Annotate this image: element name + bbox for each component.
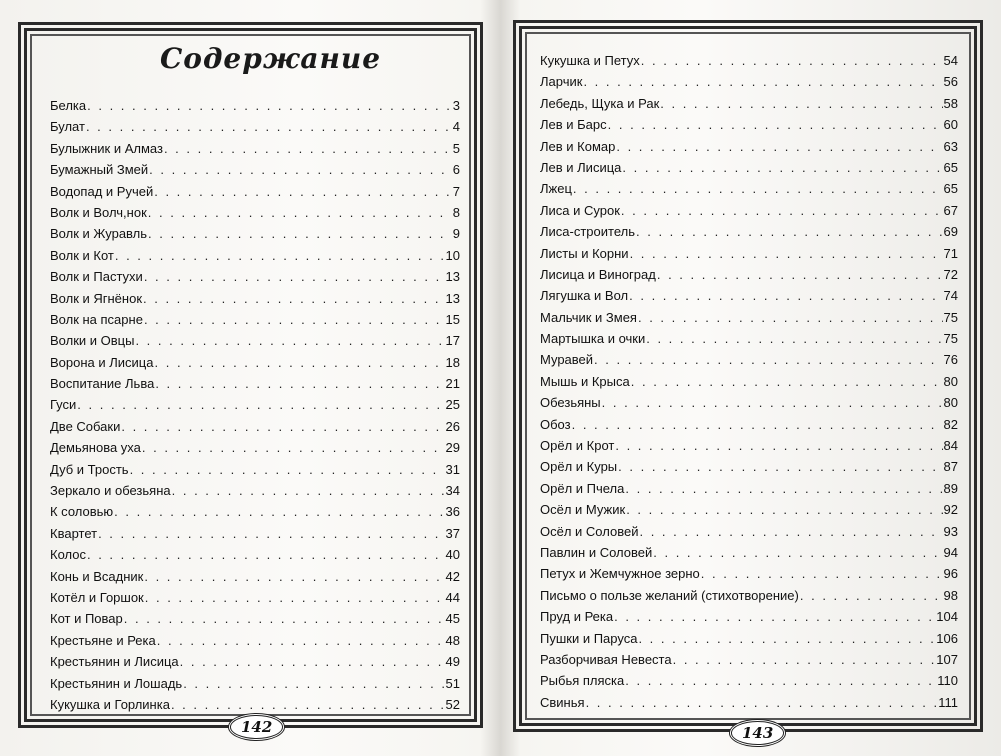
toc-entry bbox=[540, 178, 958, 199]
toc-entry bbox=[50, 544, 460, 565]
dot-leader bbox=[625, 478, 942, 499]
toc-entry-page: 13 bbox=[445, 269, 460, 285]
dot-leader bbox=[639, 521, 942, 542]
toc-entry-page: 92 bbox=[943, 502, 958, 518]
toc-entry-page: 82 bbox=[943, 416, 958, 432]
toc-entry bbox=[540, 414, 958, 435]
toc-entry-page: 48 bbox=[445, 632, 460, 648]
toc-entry-page: 76 bbox=[943, 352, 958, 368]
dot-leader bbox=[638, 628, 935, 649]
toc-entry-title: Орёл и Пчела bbox=[540, 480, 625, 496]
toc-entry-title: Бумажный Змей bbox=[50, 162, 149, 178]
toc-entry bbox=[50, 373, 460, 394]
toc-entry-title: Воспитание Льва bbox=[50, 376, 155, 392]
toc-entry-title: Две Собаки bbox=[50, 418, 121, 434]
dot-leader bbox=[148, 223, 452, 244]
toc-entry bbox=[540, 136, 958, 157]
toc-entry-page: 18 bbox=[445, 354, 460, 370]
dot-leader bbox=[121, 416, 444, 437]
toc-entry-page: 60 bbox=[943, 117, 958, 133]
dot-leader bbox=[87, 95, 452, 116]
toc-entry bbox=[540, 435, 958, 456]
dot-leader bbox=[145, 587, 445, 608]
dot-leader bbox=[614, 606, 935, 627]
toc-entry-title: Пруд и Река bbox=[540, 609, 614, 625]
dot-leader bbox=[586, 692, 938, 713]
toc-entry-title: Лжец bbox=[540, 181, 572, 197]
toc-entry bbox=[50, 330, 460, 351]
toc-entry-title: Лев и Комар bbox=[540, 138, 616, 154]
toc-entry-title: Волк и Пастухи bbox=[50, 269, 143, 285]
dot-leader bbox=[143, 288, 445, 309]
dot-leader bbox=[572, 414, 943, 435]
toc-entry-page: 107 bbox=[936, 651, 958, 667]
toc-entry-page: 49 bbox=[445, 654, 460, 670]
toc-entry-title: Кукушка и Петух bbox=[540, 52, 640, 68]
toc-entry-page: 71 bbox=[943, 245, 958, 261]
toc-entry-page: 111 bbox=[938, 694, 958, 710]
toc-entry-title: Лебедь, Щука и Рак bbox=[540, 95, 660, 111]
toc-entry-page: 17 bbox=[445, 333, 460, 349]
toc-entry bbox=[50, 181, 460, 202]
dot-leader bbox=[631, 371, 943, 392]
toc-entry bbox=[540, 585, 958, 606]
toc-entry-title: Павлин и Соловей bbox=[540, 544, 653, 560]
toc-entry bbox=[540, 307, 958, 328]
toc-entry-title: Волк и Ягнёнок bbox=[50, 290, 143, 306]
toc-entry-page: 65 bbox=[943, 181, 958, 197]
toc-entry-page: 58 bbox=[943, 95, 958, 111]
toc-entry-page: 80 bbox=[943, 395, 958, 411]
toc-entry bbox=[50, 223, 460, 244]
toc-entry-title: Гуси bbox=[50, 397, 77, 413]
toc-entry bbox=[540, 200, 958, 221]
toc-entry bbox=[540, 628, 958, 649]
toc-entry bbox=[50, 673, 460, 694]
toc-entry bbox=[540, 221, 958, 242]
toc-entry bbox=[50, 95, 460, 116]
toc-entry-title: Мартышка и очки bbox=[540, 331, 646, 347]
toc-entry-title: Письмо о пользе желаний (стихотворение) bbox=[540, 587, 799, 603]
toc-entry-page: 21 bbox=[445, 376, 460, 392]
toc-entry-title: Лев и Барс bbox=[540, 117, 607, 133]
toc-list-right bbox=[540, 50, 958, 713]
toc-entry bbox=[540, 243, 958, 264]
toc-entry-page: 110 bbox=[937, 673, 958, 689]
toc-entry-page: 42 bbox=[445, 568, 460, 584]
toc-entry-page: 40 bbox=[445, 547, 460, 563]
toc-entry bbox=[50, 266, 460, 287]
toc-entry bbox=[540, 349, 958, 370]
toc-entry bbox=[540, 649, 958, 670]
toc-entry-title: Лягушка и Вол bbox=[540, 288, 629, 304]
dot-leader bbox=[636, 221, 943, 242]
toc-entry bbox=[50, 480, 460, 501]
toc-entry-page: 31 bbox=[445, 461, 460, 477]
dot-leader bbox=[626, 499, 942, 520]
page-number: 142 bbox=[228, 713, 285, 741]
toc-entry bbox=[540, 606, 958, 627]
toc-entry-page: 44 bbox=[445, 589, 460, 605]
dot-leader bbox=[135, 330, 444, 351]
toc-entry-title: Квартет bbox=[50, 525, 98, 541]
toc-entry bbox=[540, 371, 958, 392]
dot-leader bbox=[148, 202, 452, 223]
dot-leader bbox=[142, 437, 445, 458]
toc-entry bbox=[540, 521, 958, 542]
toc-entry bbox=[540, 71, 958, 92]
toc-entry-page: 29 bbox=[445, 440, 460, 456]
toc-entry-title: Осёл и Соловей bbox=[540, 523, 639, 539]
toc-entry-page: 8 bbox=[452, 204, 460, 220]
toc-entry bbox=[50, 566, 460, 587]
toc-entry-title: Котёл и Горшок bbox=[50, 589, 144, 605]
dot-leader bbox=[701, 563, 943, 584]
dot-leader bbox=[608, 114, 943, 135]
toc-entry-page: 65 bbox=[943, 159, 958, 175]
dot-leader bbox=[98, 523, 444, 544]
toc-entry bbox=[50, 630, 460, 651]
page-title: Содержание bbox=[160, 42, 382, 75]
toc-entry-page: 37 bbox=[445, 525, 460, 541]
toc-entry bbox=[540, 542, 958, 563]
toc-entry-page: 7 bbox=[452, 183, 460, 199]
dot-leader bbox=[625, 670, 936, 691]
dot-leader bbox=[155, 373, 444, 394]
toc-entry bbox=[50, 651, 460, 672]
dot-leader bbox=[615, 435, 942, 456]
dot-leader bbox=[660, 93, 942, 114]
toc-entry-page: 25 bbox=[445, 397, 460, 413]
toc-entry-title: Мальчик и Змея bbox=[540, 309, 637, 325]
toc-entry bbox=[540, 50, 958, 71]
toc-entry-title: Дуб и Трость bbox=[50, 461, 129, 477]
toc-entry-title: Волки и Овцы bbox=[50, 333, 135, 349]
toc-entry-page: 75 bbox=[943, 331, 958, 347]
dot-leader bbox=[673, 649, 936, 670]
toc-entry-page: 54 bbox=[943, 52, 958, 68]
toc-entry bbox=[540, 157, 958, 178]
toc-entry-title: Лиса и Сурок bbox=[540, 202, 620, 218]
toc-entry-title: Конь и Всадник bbox=[50, 568, 144, 584]
dot-leader bbox=[144, 566, 444, 587]
toc-entry-title: Ларчик bbox=[540, 74, 583, 90]
toc-entry-page: 98 bbox=[943, 587, 958, 603]
toc-entry-title: Крестьяне и Река bbox=[50, 632, 156, 648]
toc-entry-page: 13 bbox=[445, 290, 460, 306]
dot-leader bbox=[154, 181, 452, 202]
toc-entry-page: 15 bbox=[445, 311, 460, 327]
toc-entry bbox=[540, 456, 958, 477]
toc-entry bbox=[50, 138, 460, 159]
toc-entry-title: Кот и Повар bbox=[50, 611, 123, 627]
toc-entry-title: Обоз bbox=[540, 416, 571, 432]
toc-entry bbox=[540, 392, 958, 413]
dot-leader bbox=[86, 116, 452, 137]
dot-leader bbox=[653, 542, 942, 563]
toc-entry-page: 36 bbox=[445, 504, 460, 520]
toc-entry-title: Демьянова уха bbox=[50, 440, 141, 456]
dot-leader bbox=[622, 157, 942, 178]
toc-entry-title: Крестьянин и Лошадь bbox=[50, 675, 183, 691]
toc-entry-title: Волк и Волч,нок bbox=[50, 204, 147, 220]
toc-entry-page: 52 bbox=[445, 696, 460, 712]
right-page bbox=[503, 0, 1001, 756]
toc-entry bbox=[50, 202, 460, 223]
dot-leader bbox=[638, 307, 943, 328]
toc-entry-page: 10 bbox=[445, 247, 460, 263]
toc-entry bbox=[540, 114, 958, 135]
toc-entry-title: Волк на псарне bbox=[50, 311, 143, 327]
toc-entry-page: 26 bbox=[445, 418, 460, 434]
dot-leader bbox=[629, 285, 942, 306]
toc-entry-page: 34 bbox=[445, 483, 460, 499]
toc-entry-title: Свинья bbox=[540, 694, 585, 710]
dot-leader bbox=[657, 264, 943, 285]
dot-leader bbox=[87, 544, 445, 565]
toc-entry-title: Булат bbox=[50, 119, 85, 135]
toc-entry-title: Мышь и Крыса bbox=[540, 373, 630, 389]
toc-entry-title: Кукушка и Горлинка bbox=[50, 696, 170, 712]
toc-entry bbox=[50, 116, 460, 137]
toc-entry-page: 69 bbox=[943, 224, 958, 240]
toc-entry-page: 63 bbox=[943, 138, 958, 154]
toc-entry-title: Волк и Кот bbox=[50, 247, 114, 263]
dot-leader bbox=[800, 585, 943, 606]
toc-entry-title: Пушки и Паруса bbox=[540, 630, 638, 646]
toc-entry-page: 4 bbox=[452, 119, 460, 135]
toc-entry-page: 74 bbox=[943, 288, 958, 304]
toc-entry bbox=[540, 563, 958, 584]
toc-entry-page: 106 bbox=[936, 630, 958, 646]
dot-leader bbox=[172, 480, 445, 501]
toc-entry-page: 51 bbox=[445, 675, 460, 691]
dot-leader bbox=[594, 349, 942, 370]
dot-leader bbox=[144, 266, 445, 287]
page-number: 143 bbox=[729, 719, 786, 747]
dot-leader bbox=[77, 394, 444, 415]
toc-entry-page: 84 bbox=[943, 438, 958, 454]
toc-entry bbox=[50, 587, 460, 608]
toc-entry-title: Муравей bbox=[540, 352, 594, 368]
dot-leader bbox=[602, 392, 943, 413]
toc-entry bbox=[540, 264, 958, 285]
toc-entry-page: 93 bbox=[943, 523, 958, 539]
dot-leader bbox=[124, 608, 445, 629]
toc-entry-title: Листы и Корни bbox=[540, 245, 629, 261]
toc-entry-title: Осёл и Мужик bbox=[540, 502, 626, 518]
toc-entry-title: Булыжник и Алмаз bbox=[50, 140, 163, 156]
toc-entry bbox=[540, 328, 958, 349]
dot-leader bbox=[616, 136, 942, 157]
toc-entry-page: 3 bbox=[452, 97, 460, 113]
toc-entry-page: 6 bbox=[452, 162, 460, 178]
toc-entry-page: 94 bbox=[943, 544, 958, 560]
dot-leader bbox=[630, 243, 943, 264]
toc-entry-page: 56 bbox=[943, 74, 958, 90]
dot-leader bbox=[130, 459, 445, 480]
toc-entry bbox=[50, 459, 460, 480]
dot-leader bbox=[621, 200, 943, 221]
toc-entry-title: Колос bbox=[50, 547, 86, 563]
toc-entry-title: Ворона и Лисица bbox=[50, 354, 154, 370]
toc-entry bbox=[50, 352, 460, 373]
dot-leader bbox=[641, 50, 943, 71]
toc-entry-page: 72 bbox=[943, 266, 958, 282]
toc-entry-title: Зеркало и обезьяна bbox=[50, 483, 171, 499]
toc-list-left bbox=[50, 95, 460, 715]
dot-leader bbox=[646, 328, 942, 349]
dot-leader bbox=[573, 178, 943, 199]
toc-entry bbox=[540, 670, 958, 691]
toc-entry bbox=[540, 692, 958, 713]
toc-entry-title: Волк и Журавль bbox=[50, 226, 148, 242]
toc-entry-page: 96 bbox=[943, 566, 958, 582]
toc-entry-title: Петух и Жемчужное зерно bbox=[540, 566, 700, 582]
toc-entry-title: Лисица и Виноград bbox=[540, 266, 656, 282]
toc-entry-title: Орёл и Крот bbox=[540, 438, 615, 454]
toc-entry bbox=[540, 499, 958, 520]
toc-entry bbox=[50, 437, 460, 458]
toc-entry bbox=[50, 288, 460, 309]
dot-leader bbox=[155, 352, 445, 373]
toc-entry bbox=[50, 523, 460, 544]
dot-leader bbox=[183, 673, 444, 694]
toc-entry-title: Рыбья пляска bbox=[540, 673, 625, 689]
toc-entry-page: 45 bbox=[445, 611, 460, 627]
dot-leader bbox=[180, 651, 445, 672]
toc-entry-page: 67 bbox=[943, 202, 958, 218]
toc-entry bbox=[50, 394, 460, 415]
toc-entry-page: 75 bbox=[943, 309, 958, 325]
dot-leader bbox=[157, 630, 445, 651]
toc-entry-title: Разборчивая Невеста bbox=[540, 651, 672, 667]
toc-entry-title: Водопад и Ручей bbox=[50, 183, 154, 199]
left-page bbox=[0, 0, 500, 756]
toc-entry-title: Лиса-строитель bbox=[540, 224, 635, 240]
toc-entry bbox=[50, 416, 460, 437]
dot-leader bbox=[618, 456, 942, 477]
toc-entry-title: Крестьянин и Лисица bbox=[50, 654, 179, 670]
toc-entry-title: К соловью bbox=[50, 504, 114, 520]
dot-leader bbox=[171, 694, 445, 715]
toc-entry bbox=[50, 309, 460, 330]
toc-entry bbox=[540, 285, 958, 306]
toc-entry-title: Лев и Лисица bbox=[540, 159, 622, 175]
toc-entry-page: 80 bbox=[943, 373, 958, 389]
dot-leader bbox=[149, 159, 452, 180]
toc-entry bbox=[50, 608, 460, 629]
toc-entry-title: Обезьяны bbox=[540, 395, 601, 411]
dot-leader bbox=[115, 245, 445, 266]
toc-entry-title: Орёл и Куры bbox=[540, 459, 618, 475]
toc-entry-page: 89 bbox=[943, 480, 958, 496]
dot-leader bbox=[583, 71, 942, 92]
toc-entry bbox=[540, 478, 958, 499]
toc-entry-page: 104 bbox=[936, 609, 958, 625]
toc-entry-page: 87 bbox=[943, 459, 958, 475]
toc-entry-page: 5 bbox=[452, 140, 460, 156]
toc-entry bbox=[50, 159, 460, 180]
toc-entry-title: Белка bbox=[50, 97, 87, 113]
toc-entry-page: 9 bbox=[452, 226, 460, 242]
toc-entry bbox=[50, 245, 460, 266]
dot-leader bbox=[114, 501, 444, 522]
toc-entry bbox=[540, 93, 958, 114]
dot-leader bbox=[144, 309, 445, 330]
toc-entry bbox=[50, 501, 460, 522]
dot-leader bbox=[164, 138, 452, 159]
